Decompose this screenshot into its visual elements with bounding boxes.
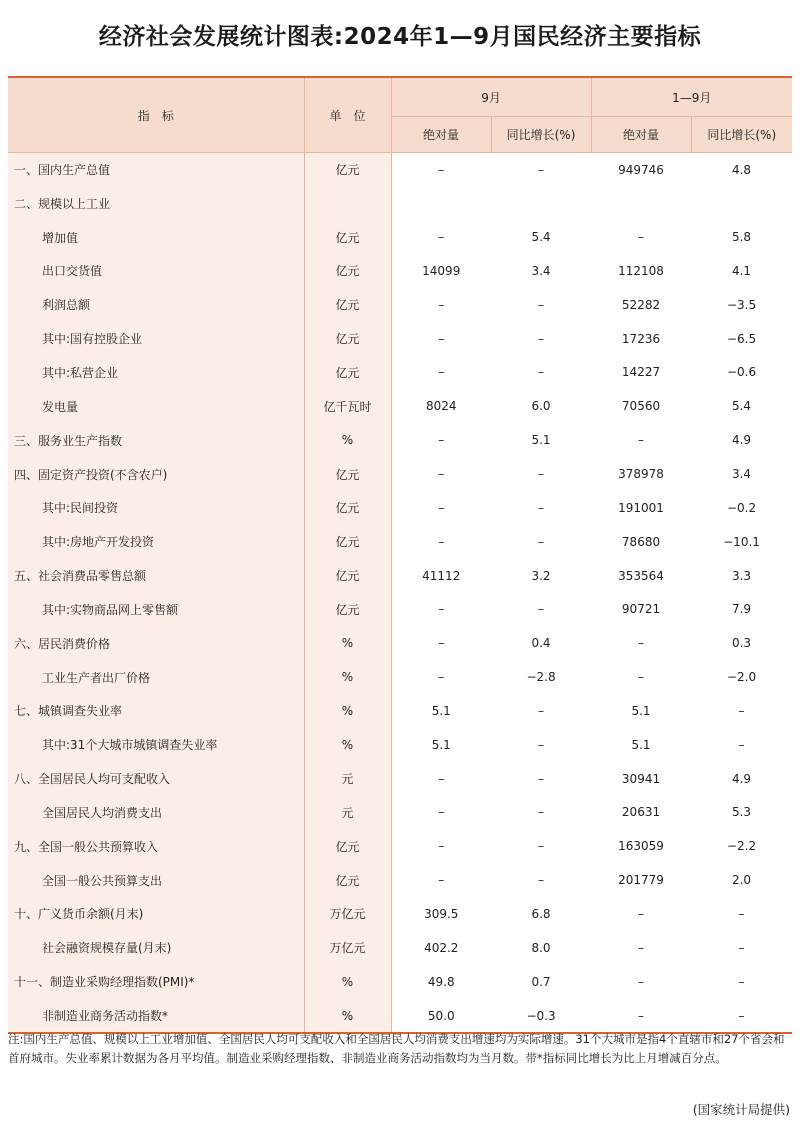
sep-yoy-cell: 3.4 <box>531 263 551 278</box>
sep-absolute-cell: – <box>438 873 445 888</box>
table-row <box>8 999 792 1033</box>
sep-yoy-cell: 8.0 <box>531 940 551 955</box>
jansep-absolute-cell: 5.1 <box>631 737 651 752</box>
jansep-absolute-cell: – <box>638 974 645 989</box>
sep-yoy-cell: – <box>538 839 544 854</box>
jansep-absolute-cell: 201779 <box>618 873 664 888</box>
table-row <box>8 965 792 999</box>
sep-yoy-cell: 5.1 <box>531 433 551 448</box>
sep-yoy-cell: – <box>538 737 544 752</box>
sep-absolute-cell: – <box>438 230 445 245</box>
indicator-name: 十一、制造业采购经理指数(PMI)* <box>8 965 304 999</box>
sep-absolute-cell: – <box>438 162 445 177</box>
jansep-absolute-cell <box>591 186 691 220</box>
indicator-name: 增加值 <box>8 220 304 254</box>
sep-yoy-cell: 5.4 <box>531 230 551 245</box>
indicator-table-container <box>8 76 792 1034</box>
jansep-yoy-cell: −0.6 <box>726 365 757 380</box>
jansep-absolute-cell: 353564 <box>618 568 664 583</box>
sep-yoy-cell: – <box>538 467 544 482</box>
jansep-yoy-cell: 5.3 <box>731 805 752 820</box>
indicator-name: 非制造业商务活动指数* <box>8 999 304 1033</box>
table-row <box>8 863 792 897</box>
unit-cell: 亿元 <box>304 220 391 254</box>
unit-cell: % <box>304 626 391 660</box>
table-row <box>8 423 792 457</box>
table-row <box>8 525 792 559</box>
unit-cell: 元 <box>304 796 391 830</box>
unit-cell: 亿元 <box>304 491 391 525</box>
unit-cell: 亿元 <box>304 829 391 863</box>
indicator-name: 社会融资规模存量(月末) <box>8 931 304 965</box>
unit-cell: 亿元 <box>304 356 391 390</box>
table-row <box>8 829 792 863</box>
indicator-name: 利润总额 <box>8 288 304 322</box>
indicator-name: 其中:国有控股企业 <box>8 322 304 356</box>
sep-absolute-cell: – <box>438 500 445 515</box>
jansep-absolute-cell: 5.1 <box>631 703 651 718</box>
indicator-name: 其中:实物商品网上零售额 <box>8 592 304 626</box>
header-jansep-yoy: 同比增长(%) <box>691 117 792 153</box>
sep-absolute-cell: – <box>438 365 445 380</box>
sep-absolute-cell: – <box>438 839 445 854</box>
jansep-absolute-cell: – <box>638 940 645 955</box>
sep-absolute-cell: 49.8 <box>427 974 455 989</box>
sep-absolute-cell: – <box>438 602 445 617</box>
unit-cell: 亿元 <box>304 592 391 626</box>
indicator-name: 发电量 <box>8 389 304 423</box>
indicator-name: 全国居民人均消费支出 <box>8 796 304 830</box>
jansep-yoy-cell: −2.0 <box>726 670 757 685</box>
sep-absolute-cell <box>391 186 491 220</box>
jansep-yoy-cell: −0.2 <box>726 500 757 515</box>
sep-absolute-cell: 41112 <box>422 568 461 583</box>
jansep-absolute-cell: – <box>638 636 645 651</box>
jansep-yoy-cell: −10.1 <box>723 534 760 549</box>
header-sep-absolute: 绝对量 <box>391 117 491 153</box>
jansep-absolute-cell: 70560 <box>621 399 661 414</box>
unit-cell <box>304 186 391 220</box>
sep-absolute-cell: – <box>438 805 445 820</box>
table-row <box>8 220 792 254</box>
indicator-name: 其中:31个大城市城镇调查失业率 <box>8 728 304 762</box>
page-title: 经济社会发展统计图表:2024年1—9月国民经济主要指标 <box>98 24 702 50</box>
jansep-absolute-cell: – <box>638 1008 645 1023</box>
sep-absolute-cell: – <box>438 331 445 346</box>
unit-cell: 亿元 <box>304 153 391 187</box>
table-row <box>8 457 792 491</box>
jansep-yoy-cell: – <box>738 906 745 921</box>
table-row <box>8 931 792 965</box>
jansep-yoy-cell: 3.3 <box>731 568 752 583</box>
indicator-name: 九、全国一般公共预算收入 <box>8 829 304 863</box>
indicator-name: 其中:房地产开发投资 <box>8 525 304 559</box>
sep-absolute-cell: – <box>438 771 445 786</box>
sep-yoy-cell: – <box>538 162 544 177</box>
unit-cell: 亿元 <box>304 457 391 491</box>
sep-yoy-cell: 0.7 <box>531 974 551 989</box>
jansep-yoy-cell: 4.8 <box>731 162 752 177</box>
sep-yoy-cell: – <box>538 331 544 346</box>
indicator-name: 八、全国居民人均可支配收入 <box>8 762 304 796</box>
jansep-yoy-cell: 5.4 <box>731 399 752 414</box>
jansep-absolute-cell: 30941 <box>621 771 661 786</box>
jansep-absolute-cell: 90721 <box>621 602 661 617</box>
jansep-absolute-cell: 378978 <box>618 467 664 482</box>
unit-cell: % <box>304 999 391 1033</box>
indicator-name: 四、固定资产投资(不含农户) <box>8 457 304 491</box>
sep-yoy-cell: – <box>538 500 544 515</box>
sep-yoy-cell: 3.2 <box>531 568 551 583</box>
jansep-absolute-cell: 52282 <box>621 297 661 312</box>
table-row <box>8 322 792 356</box>
sep-yoy-cell: −2.8 <box>526 670 556 685</box>
unit-cell: 元 <box>304 762 391 796</box>
sep-absolute-cell: 14099 <box>422 263 461 278</box>
unit-cell: % <box>304 728 391 762</box>
unit-cell: % <box>304 694 391 728</box>
jansep-absolute-cell: 112108 <box>618 263 664 278</box>
jansep-yoy-cell: – <box>738 737 745 752</box>
table-row <box>8 728 792 762</box>
indicator-name: 五、社会消费品零售总额 <box>8 559 304 593</box>
table-row <box>8 288 792 322</box>
table-row <box>8 153 792 187</box>
table-row <box>8 559 792 593</box>
jansep-yoy-cell: 2.0 <box>731 873 752 888</box>
indicator-name: 一、国内生产总值 <box>8 153 304 187</box>
unit-cell: 亿元 <box>304 559 391 593</box>
sep-yoy-cell: – <box>538 534 544 549</box>
jansep-yoy-cell: 4.9 <box>731 771 752 786</box>
indicator-table <box>8 78 792 1032</box>
jansep-absolute-cell: 949746 <box>618 162 664 177</box>
table-body <box>8 153 792 1033</box>
jansep-absolute-cell: – <box>638 670 645 685</box>
jansep-absolute-cell: 14227 <box>621 365 661 380</box>
header-september: 9月 <box>391 78 591 117</box>
table-row <box>8 186 792 220</box>
sep-yoy-cell: 6.0 <box>531 399 551 414</box>
unit-cell: % <box>304 423 391 457</box>
sep-yoy-cell: – <box>538 297 544 312</box>
table-row <box>8 389 792 423</box>
table-row <box>8 762 792 796</box>
table-row <box>8 491 792 525</box>
sep-absolute-cell: – <box>438 467 445 482</box>
sep-absolute-cell: – <box>438 534 445 549</box>
sep-absolute-cell: 5.1 <box>431 703 451 718</box>
sep-yoy-cell: – <box>538 602 544 617</box>
sep-yoy-cell <box>491 186 591 220</box>
sep-yoy-cell: – <box>538 805 544 820</box>
header-jan-sep: 1—9月 <box>591 78 792 117</box>
jansep-absolute-cell: – <box>638 433 645 448</box>
jansep-yoy-cell: – <box>738 1008 745 1023</box>
source-credit: (国家统计局提供) <box>692 1102 790 1117</box>
indicator-name: 出口交货值 <box>8 254 304 288</box>
jansep-yoy-cell: – <box>738 974 745 989</box>
jansep-yoy-cell: – <box>738 703 745 718</box>
jansep-yoy-cell: 7.9 <box>731 602 752 617</box>
jansep-yoy-cell: – <box>738 940 745 955</box>
sep-absolute-cell: – <box>438 297 445 312</box>
jansep-absolute-cell: 17236 <box>621 331 661 346</box>
unit-cell: 万亿元 <box>304 897 391 931</box>
sep-absolute-cell: 402.2 <box>424 940 459 955</box>
unit-cell: % <box>304 965 391 999</box>
header-unit: 单 位 <box>304 78 391 153</box>
sep-absolute-cell: – <box>438 433 445 448</box>
jansep-yoy-cell: 5.8 <box>731 230 752 245</box>
jansep-yoy-cell: 4.1 <box>731 263 752 278</box>
table-row <box>8 897 792 931</box>
sep-yoy-cell: – <box>538 703 544 718</box>
jansep-absolute-cell: 20631 <box>621 805 661 820</box>
table-row <box>8 660 792 694</box>
jansep-absolute-cell: 163059 <box>618 839 664 854</box>
sep-absolute-cell: – <box>438 670 445 685</box>
jansep-yoy-cell: 4.9 <box>731 433 752 448</box>
header-indicator: 指 标 <box>8 78 304 153</box>
sep-absolute-cell: – <box>438 636 445 651</box>
unit-cell: 亿千瓦时 <box>304 389 391 423</box>
jansep-yoy-cell: −3.5 <box>726 297 757 312</box>
indicator-name: 十、广义货币余额(月末) <box>8 897 304 931</box>
indicator-name: 六、居民消费价格 <box>8 626 304 660</box>
table-row <box>8 626 792 660</box>
indicator-name: 三、服务业生产指数 <box>8 423 304 457</box>
indicator-name: 二、规模以上工业 <box>8 186 304 220</box>
jansep-absolute-cell: 78680 <box>621 534 661 549</box>
table-row <box>8 694 792 728</box>
indicator-name: 其中:私营企业 <box>8 356 304 390</box>
jansep-yoy-cell: 3.4 <box>731 467 752 482</box>
sep-absolute-cell: 50.0 <box>427 1008 455 1023</box>
jansep-absolute-cell: – <box>638 230 645 245</box>
table-row <box>8 356 792 390</box>
sep-yoy-cell: 6.8 <box>531 906 551 921</box>
unit-cell: 亿元 <box>304 863 391 897</box>
sep-yoy-cell: – <box>538 771 544 786</box>
sep-yoy-cell: 0.4 <box>531 636 551 651</box>
jansep-yoy-cell: −6.5 <box>726 331 757 346</box>
indicator-name: 七、城镇调查失业率 <box>8 694 304 728</box>
table-row <box>8 592 792 626</box>
unit-cell: 亿元 <box>304 525 391 559</box>
indicator-name: 全国一般公共预算支出 <box>8 863 304 897</box>
sep-absolute-cell: 8024 <box>425 399 457 414</box>
sep-yoy-cell: – <box>538 365 544 380</box>
unit-cell: 亿元 <box>304 254 391 288</box>
indicator-name: 其中:民间投资 <box>8 491 304 525</box>
sep-yoy-cell: – <box>538 873 544 888</box>
footnote: 注:国内生产总值、规模以上工业增加值、全国居民人均可支配收入和全国居民人均消费支出增速均为实际增速。31个大城市是指4个直辖市和27个省会和首府城市。失业率累计数据为各月平均值。制造业采购经理指数、非制造业商务活动指数均为当月数。带*指标同比增长为比上月增减百分点。 <box>8 1032 785 1065</box>
table-row <box>8 796 792 830</box>
unit-cell: 亿元 <box>304 322 391 356</box>
sep-absolute-cell: 5.1 <box>431 737 451 752</box>
jansep-absolute-cell: – <box>638 906 645 921</box>
unit-cell: 亿元 <box>304 288 391 322</box>
sep-absolute-cell: 309.5 <box>424 906 459 921</box>
unit-cell: 万亿元 <box>304 931 391 965</box>
jansep-yoy-cell: −2.2 <box>726 839 757 854</box>
jansep-yoy-cell: 0.3 <box>731 636 752 651</box>
header-sep-yoy: 同比增长(%) <box>491 117 591 153</box>
header-jansep-absolute: 绝对量 <box>591 117 691 153</box>
sep-yoy-cell: −0.3 <box>526 1008 556 1023</box>
table-row <box>8 254 792 288</box>
unit-cell: % <box>304 660 391 694</box>
indicator-name: 工业生产者出厂价格 <box>8 660 304 694</box>
jansep-yoy-cell <box>691 186 792 220</box>
jansep-absolute-cell: 191001 <box>618 500 664 515</box>
